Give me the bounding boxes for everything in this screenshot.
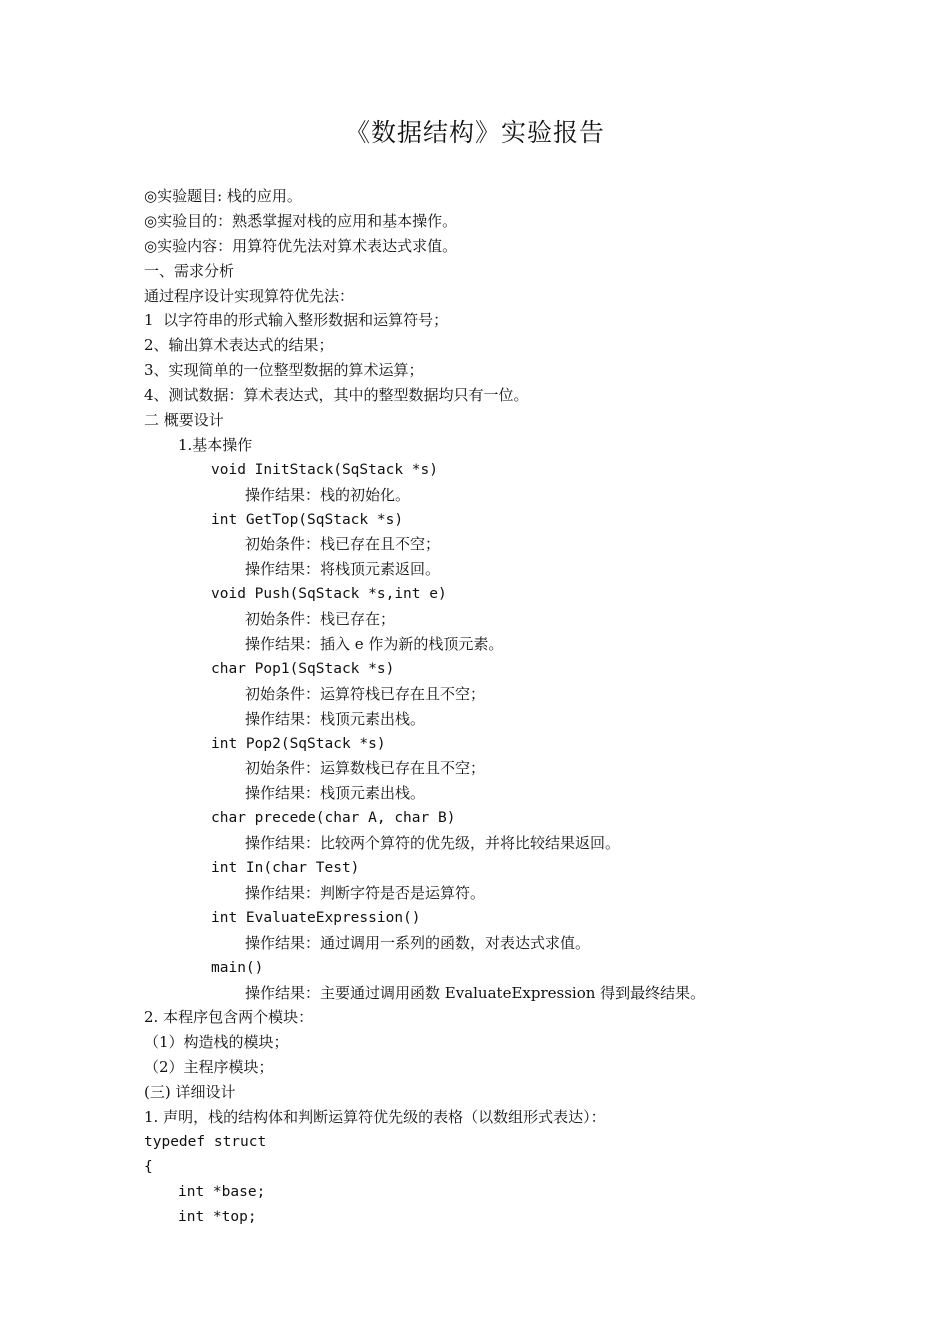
text-line: ◎实验目的：熟悉掌握对栈的应用和基本操作。 <box>144 211 458 230</box>
code-line: { <box>144 1158 153 1175</box>
text-line: 操作结果：栈顶元素出栈。 <box>245 784 426 803</box>
text-line: 操作结果：栈的初始化。 <box>245 485 411 504</box>
text-line: (三) 详细设计 <box>144 1083 236 1102</box>
text-line: 1.基本操作 <box>178 435 253 454</box>
text-line: 初始条件：栈已存在； <box>245 610 396 629</box>
code-line: void Push(SqStack *s,int e) <box>211 586 447 603</box>
text-line: 1 以字符串的形式输入整形数据和运算符号； <box>144 311 449 330</box>
text-line: 操作结果：插入 e 作为新的栈顶元素。 <box>245 635 504 654</box>
text-line: 一、需求分析 <box>144 261 235 280</box>
code-line: int Pop2(SqStack *s) <box>211 735 386 752</box>
text-line: 初始条件：栈已存在且不空； <box>245 535 441 554</box>
code-line: main() <box>211 959 264 976</box>
code-line: void InitStack(SqStack *s) <box>211 461 438 478</box>
text-line: （2）主程序模块； <box>144 1058 274 1077</box>
text-line: 操作结果：主要通过调用函数 EvaluateExpression 得到最终结果。 <box>245 983 706 1002</box>
text-line: 2、输出算术表达式的结果； <box>144 336 334 355</box>
text-line: 操作结果：比较两个算符的优先级，并将比较结果返回。 <box>245 834 621 853</box>
text-line: 二 概要设计 <box>144 411 224 430</box>
text-line: ◎实验题目: 栈的应用。 <box>144 187 302 205</box>
code-line: int *base; <box>178 1183 266 1200</box>
text-line: 操作结果：通过调用一系列的函数，对表达式求值。 <box>245 933 591 952</box>
code-line: char precede(char A, char B) <box>211 810 456 827</box>
document-title: 《数据结构》实验报告 <box>344 118 605 147</box>
text-line: 2. 本程序包含两个模块： <box>144 1008 314 1027</box>
text-line: （1）构造栈的模块； <box>144 1033 289 1052</box>
text-line: 4、测试数据：算术表达式，其中的整型数据均只有一位。 <box>144 386 529 405</box>
text-line: 3、实现简单的一位整型数据的算术运算； <box>144 361 424 380</box>
text-line: 1. 声明，栈的结构体和判断运算符优先级的表格（以数组形式表达）： <box>144 1107 606 1126</box>
code-line: int GetTop(SqStack *s) <box>211 511 404 528</box>
document-body <box>144 184 844 1229</box>
text-line: 操作结果：将栈顶元素返回。 <box>245 560 441 579</box>
text-line: 通过程序设计实现算符优先法： <box>144 286 355 305</box>
text-line: 操作结果：判断字符是否是运算符。 <box>245 883 486 902</box>
text-line: 操作结果：栈顶元素出栈。 <box>245 709 426 728</box>
text-line: 初始条件：运算符栈已存在且不空； <box>245 684 486 703</box>
code-line: typedef struct <box>144 1133 267 1150</box>
code-line: int EvaluateExpression() <box>211 909 421 926</box>
code-line: int In(char Test) <box>211 860 360 877</box>
code-line: int *top; <box>178 1208 257 1225</box>
text-line: ◎实验内容：用算符优先法对算术表达式求值。 <box>144 236 458 255</box>
code-line: char Pop1(SqStack *s) <box>211 660 395 677</box>
text-line: 初始条件：运算数栈已存在且不空； <box>245 759 486 778</box>
